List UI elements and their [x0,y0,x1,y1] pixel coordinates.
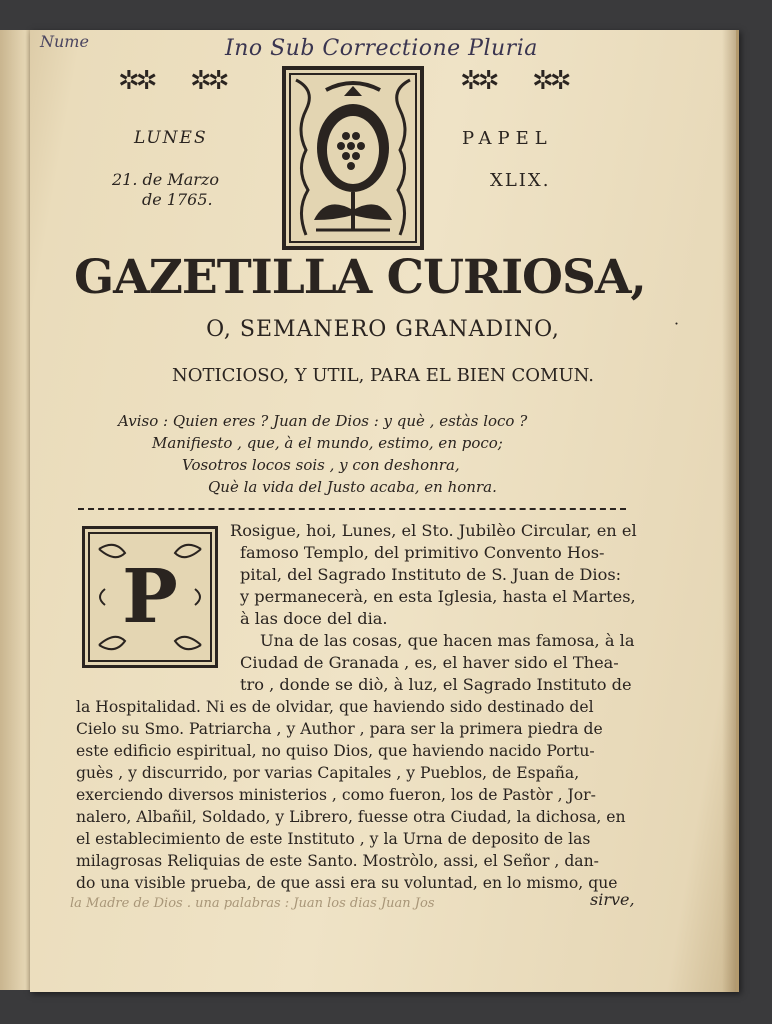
body-line-13: exerciendo diversos ministerios , como fueron, los de Pastòr , Jor- [76,786,596,804]
epigraph-line-2: Manifiesto , que, à el mundo, estimo, en poco; [152,434,503,452]
body-line-16: milagrosas Reliquias de este Santo. Mostròlo, assi, el Señor , dan- [76,852,599,870]
initial-letter: P [122,554,178,640]
pomegranate-woodcut [282,66,424,250]
body-line-17: do una visible prueba, de que assi era su voluntad, en lo mismo, que [76,874,618,892]
handwritten-note: Ino Sub Correctione Pluria [225,36,538,61]
body-line-11: este edificio espiritual, no quiso Dios, que haviendo nacido Portu- [76,742,595,760]
masthead-date-line2: de 1765. [142,190,213,209]
body-line-8: tro , donde se diò, à luz, el Sagrado Instituto de [240,675,632,694]
epigraph-line-3: Vosotros locos sois , y con deshonra, [182,456,460,474]
document-page [30,30,739,992]
printer-ornament-left-2: ✲✲ [190,66,226,96]
pomegranate-icon [286,70,420,246]
printer-ornament-right-2: ✲✲ [532,66,568,96]
catchword: sirve, [590,890,635,909]
bleed-through-text: la Madre de Dios . una palabras : Juan los dias Juan Jos [70,896,435,911]
body-line-6: Una de las cosas, que hacen mas famosa, à la [260,631,635,650]
decorated-initial [82,526,218,668]
body-line-15: el establecimiento de este Instituto , y la Urna de deposito de las [76,830,591,848]
body-line-5: à las doce del dia. [240,609,388,628]
body-line-7: Ciudad de Granada , es, el haver sido el Thea- [240,653,619,672]
masthead-day: LUNES [134,128,208,148]
newspaper-tagline: NOTICIOSO, Y UTIL, PARA EL BIEN COMUN. [172,365,594,386]
body-line-14: nalero, Albañil, Soldado, y Librero, fuesse otra Ciudad, la dichosa, en [76,808,626,826]
margin-scrawl: Nume [40,32,89,51]
newspaper-title: GAZETILLA CURIOSA, [74,250,646,305]
body-line-12: guès , y discurrido, por varias Capitales , y Pueblos, de España, [76,764,580,782]
newspaper-subtitle: O, SEMANERO GRANADINO, [206,317,560,342]
printer-ornament-left: ✲✲ [118,66,154,96]
epigraph-line-1: Aviso : Quien eres ? Juan de Dios : y què , estàs loco ? [118,412,528,430]
section-divider [78,508,626,510]
body-line-3: pital, del Sagrado Instituto de S. Juan de Dios: [240,565,622,584]
page-edge-shadow [722,30,736,992]
margin-mark: ˙ [672,320,681,341]
body-line-1: Rosigue, hoi, Lunes, el Sto. Jubilèo Circular, en el [230,521,637,540]
body-line-9: la Hospitalidad. Ni es de olvidar, que haviendo sido destinado del [76,698,594,716]
masthead-issue-number: XLIX. [490,170,551,191]
masthead-issue-label: PAPEL [462,128,553,149]
body-line-2: famoso Templo, del primitivo Convento Hos- [240,543,605,562]
printer-ornament-right: ✲✲ [460,66,496,96]
masthead-date-line1: 21. de Marzo [112,170,219,189]
body-line-10: Cielo su Smo. Patriarcha , y Author , para ser la primera piedra de [76,720,603,738]
epigraph-line-4: Què la vida del Justo acaba, en honra. [208,478,497,496]
body-line-4: y permanecerà, en esta Iglesia, hasta el Martes, [240,587,636,606]
